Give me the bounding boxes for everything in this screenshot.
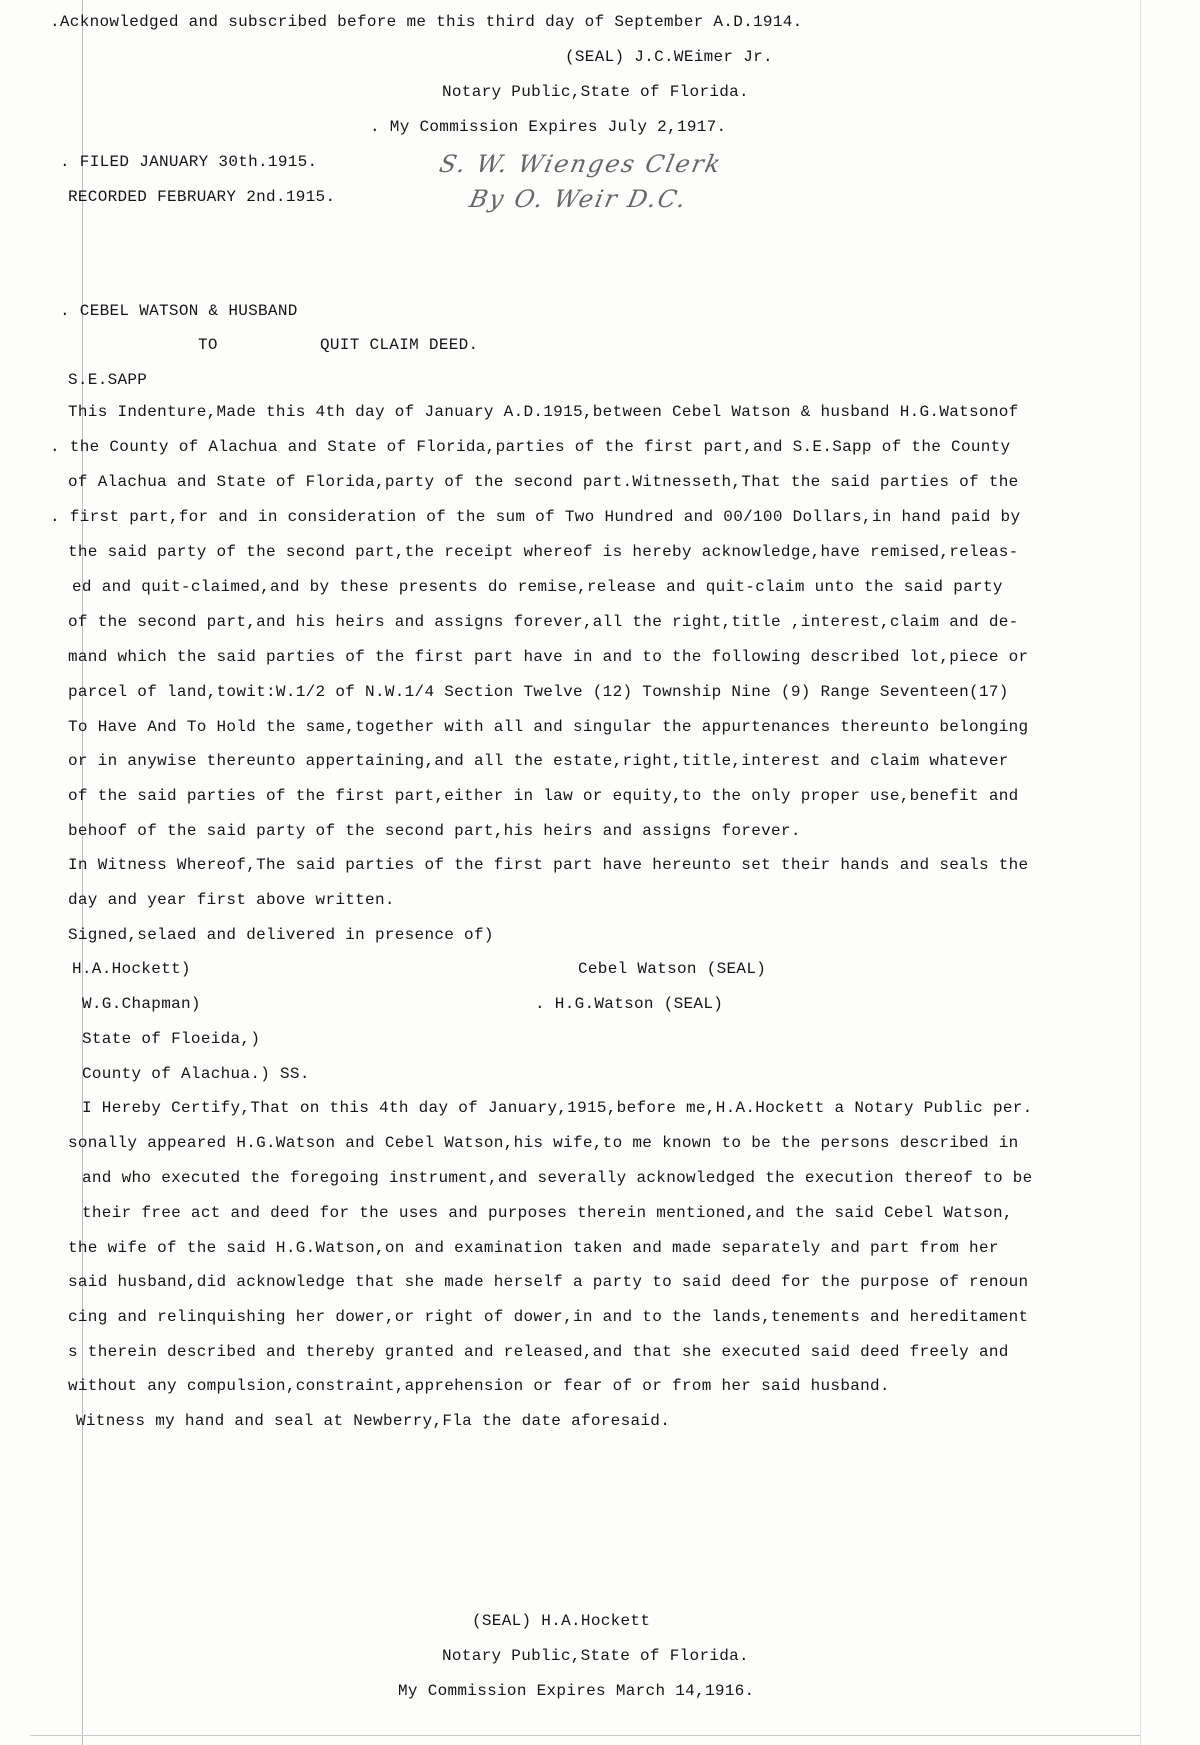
recorded-date: RECORDED FEBRUARY 2nd.1915.: [68, 188, 336, 206]
body-line: mand which the said parties of the first part have in and to the following described lot,piece or: [68, 648, 1029, 666]
body-line: . the County of Alachua and State of Florida,parties of the first part,and S.E.Sapp of the County: [50, 438, 1011, 456]
body-line: said husband,did acknowledge that she made herself a party to said deed for the purpose of renoun: [68, 1273, 1029, 1291]
footer-notary-title: Notary Public,State of Florida.: [442, 1647, 749, 1665]
grantor-caption: . CEBEL WATSON & HUSBAND: [60, 302, 298, 320]
body-line: of Alachua and State of Florida,party of the second part.Witnesseth,That the said parties of the: [68, 473, 1019, 491]
body-line: without any compulsion,constraint,apprehension or fear of or from her said husband.: [68, 1377, 890, 1395]
body-line: To Have And To Hold the same,together with all and singular the appurtenances thereunto belonging: [68, 718, 1029, 736]
body-line: cing and relinquishing her dower,or right of dower,in and to the lands,tenements and hereditament: [68, 1308, 1029, 1326]
page-edge: [1140, 0, 1141, 1745]
body-line: Signed,selaed and delivered in presence of): [68, 926, 494, 944]
body-line: and who executed the foregoing instrument,and severally acknowledged the execution thereof to be: [82, 1169, 1033, 1187]
clerk-signature: S. W. Wienges Clerk: [437, 150, 725, 178]
body-line: the said party of the second part,the receipt whereof is hereby acknowledge,have remised,releas-: [68, 543, 1019, 561]
body-line: I Hereby Certify,That on this 4th day of January,1915,before me,H.A.Hockett a Notary Public per.: [82, 1099, 1033, 1117]
document-type: QUIT CLAIM DEED.: [320, 336, 479, 354]
body-line: their free act and deed for the uses and purposes therein mentioned,and the said Cebel Watson,: [82, 1204, 1013, 1222]
notary-seal-signer: (SEAL) J.C.WEimer Jr.: [565, 48, 773, 66]
body-line: parcel of land,towit:W.1/2 of N.W.1/4 Section Twelve (12) Township Nine (9) Range Seventeen(17): [68, 683, 1009, 701]
grantor-signature-1: Cebel Watson (SEAL): [578, 960, 767, 978]
body-line: s therein described and thereby granted and released,and that she executed said deed freely and: [68, 1343, 1009, 1361]
body-line: . first part,for and in consideration of the sum of Two Hundred and 00/100 Dollars,in hand paid by: [50, 508, 1021, 526]
body-line: the wife of the said H.G.Watson,on and examination taken and made separately and part from her: [68, 1239, 999, 1257]
notary-title: Notary Public,State of Florida.: [442, 83, 749, 101]
grantor-signature-2: . H.G.Watson (SEAL): [535, 995, 724, 1013]
body-line: day and year first above written.: [68, 891, 395, 909]
body-line: W.G.Chapman): [82, 995, 201, 1013]
caption-to: TO: [198, 336, 218, 354]
notary-commission: . My Commission Expires July 2,1917.: [370, 118, 727, 136]
body-line: ed and quit-claimed,and by these presents do remise,release and quit-claim unto the said party: [72, 578, 1003, 596]
body-line: behoof of the said party of the second part,his heirs and assigns forever.: [68, 822, 801, 840]
body-line: This Indenture,Made this 4th day of January A.D.1915,between Cebel Watson & husband H.G.Watsonof: [68, 403, 1019, 421]
deputy-clerk-signature: By O. Weir D.C.: [467, 185, 691, 213]
acknowledgment-line: .Acknowledged and subscribed before me this third day of September A.D.1914.: [50, 13, 803, 31]
footer-seal-signer: (SEAL) H.A.Hockett: [472, 1612, 651, 1630]
body-line: In Witness Whereof,The said parties of the first part have hereunto set their hands and seals the: [68, 856, 1029, 874]
body-line: sonally appeared H.G.Watson and Cebel Watson,his wife,to me known to be the persons described in: [68, 1134, 1019, 1152]
body-line: H.A.Hockett): [72, 960, 191, 978]
body-line: State of Floeida,): [82, 1030, 261, 1048]
body-line: of the second part,and his heirs and assigns forever,all the right,title ,interest,claim and de-: [68, 613, 1019, 631]
footer-commission: My Commission Expires March 14,1916.: [398, 1682, 755, 1700]
grantee-caption: S.E.SAPP: [68, 371, 148, 389]
body-line: Witness my hand and seal at Newberry,Fla the date aforesaid.: [76, 1412, 671, 1430]
filed-date: . FILED JANUARY 30th.1915.: [60, 153, 318, 171]
body-line: County of Alachua.) SS.: [82, 1065, 310, 1083]
body-line: or in anywise thereunto appertaining,and all the estate,right,title,interest and claim whatever: [68, 752, 1009, 770]
body-line: of the said parties of the first part,either in law or equity,to the only proper use,benefit and: [68, 787, 1019, 805]
page-edge-bottom: [30, 1735, 1140, 1736]
